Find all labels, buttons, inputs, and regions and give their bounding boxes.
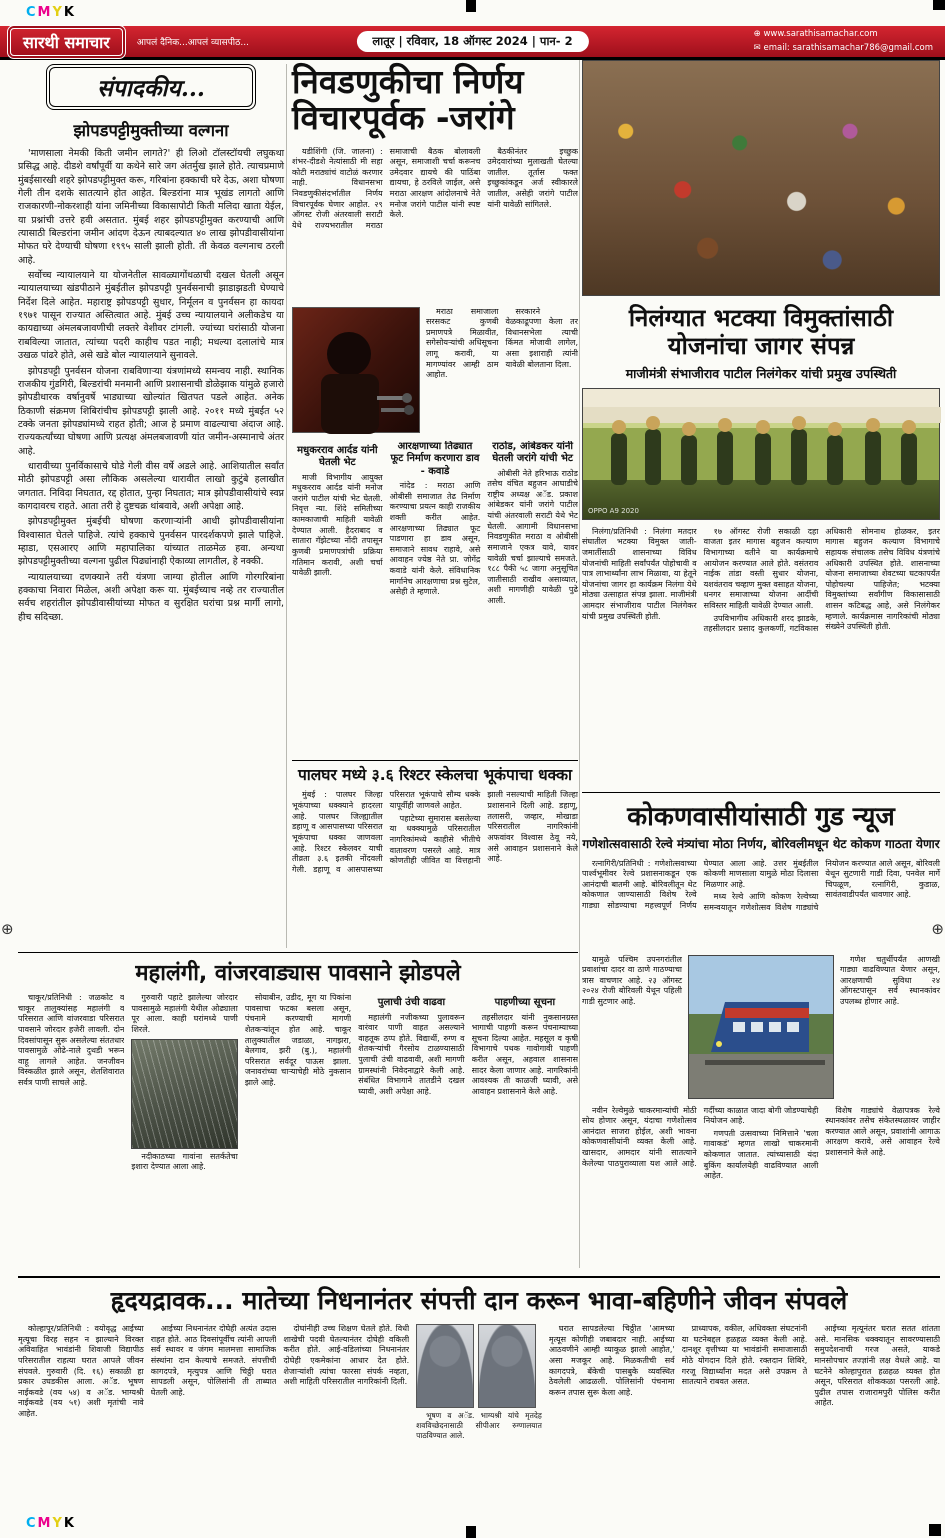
mahalangi-col4 (358, 993, 464, 1265)
article-paragraph: ओबीसी नेते हरिभाऊ राठोड तसेच वंचित बहुजन आघाडीचे राष्ट्रीय अध्यक्ष अॅड. प्रकाश आंबेडकर यांनी जरांगे पाटील यांची अंतरवाली सराटी येथे भेट घेतली. आगामी विधानसभा निवडणुकीत मराठा व ओबीसी समाजाने एकत्र यावे, यावर यावेळी चर्चा झाल्याचे समजते. १८८ पैकी ५८ जागा अनुसूचित जातीसाठी राखीव असाव्यात, अशी मागणीही यावेळी पुढे आली. (487, 468, 578, 606)
article-paragraph: नवीन रेल्वेमुळे चाकरमान्यांची मोठी सोय होणार असून, यंदाचा गणेशोत्सव आनंदात साजरा होईल, अशी भावना कोकणवासीयांनी व्यक्त केली आहे. खासदार, आमदार यांनी सातत्याने केलेल्या पाठपुराव्याला यश आले आहे. गर्दीच्या काळात जादा बोगी जोडण्याचेही नियोजन आहे. (582, 1105, 819, 1168)
mahalangi-col2 (131, 993, 237, 1265)
article-paragraph: सरकारने वेळकाढूपणा केला तर विधानसभेला त्याची किंमत मोजावी लागेल, असा इशाराही त्यांनी यावेळी बोलताना दिला. (505, 306, 578, 369)
registration-mark-right: ⊕ (931, 920, 944, 938)
crosshead: पुलाची उंची वाढवा (377, 997, 446, 1008)
article-paragraph: मुंबई : पालघर जिल्हा भूकंपाच्या धक्क्याने हादरला आहे. पालघर जिल्ह्यातील डहाणू व आसपासच्या परिसरात भूकंपाचा धक्का जाणवला आहे. रिश्टर स्केलवर याची तीव्रता ३.६ इतकी नोंदवली गेली. डहाणू व आसपासच्या परिसरात भूकंपाचे सौम्य धक्के यापूर्वीही जाणवले आहेत. (292, 790, 481, 874)
article-paragraph: दोघांनीही उच्च शिक्षण घेतले होते. विधी शाखेची पदवी घेतल्यानंतर दोघेही वकिली करीत होते. आई-वडिलांच्या निधनानंतर दोघेही एकमेकांना आधार देत होते. शेजाऱ्यांशी त्यांचा फारसा संपर्क नव्हता, अशी माहिती परिसरातील नागरिकांनी दिली. (283, 1324, 410, 1387)
mahalangi-headline: महालंगी, वांजरवाड्यास पावसाने झोडपले (135, 961, 461, 986)
crosshead: मधुकरराव आर्दड यांनी घेतली भेट (297, 444, 378, 469)
speaker-silhouette (293, 308, 421, 434)
globe-icon: ⊕ (753, 28, 761, 39)
article-paragraph: गणेश चतुर्थीपर्यंत आणखी गाड्या वाढविण्यात येणार असून, आरक्षणाची सुविधा २४ ऑगस्टपासून सर्व स्थानकांवर उपलब्ध होणार आहे. (840, 954, 940, 1007)
konkan-headline: कोकणवासीयांसाठी गुड न्यूज (627, 802, 895, 832)
email-icon: ✉ (753, 42, 761, 53)
bottom-article (18, 1276, 940, 1516)
cmyk-k: K (63, 5, 76, 20)
palghar-article (292, 760, 578, 922)
column-rule-right (579, 60, 580, 1268)
article-paragraph: मध्य रेल्वे आणि कोकण रेल्वेच्या समन्वयातून गणेशोत्सव विशेष गाड्यांचे नियोजन करण्यात आले असून, बोरिवली येथून सुटणारी गाडी दिवा, पनवेल मार्गे चिपळूण, रत्नागिरी, कुडाळ, सावंतवाडीपर्यंत धावणार आहे. (703, 858, 940, 913)
masthead-website: www.sarathisamachar.com (763, 28, 878, 39)
main-article (292, 64, 578, 756)
article-paragraph: तहसीलदार यांनी नुकसानग्रस्त भागाची पाहणी करून पंचनाम्याच्या सूचना दिल्या आहेत. महसूल व कृषी विभागाचे पथक गावोगावी पाहणी करीत असून, अहवाल शासनास सादर केला जाणार आहे. नागरिकांनी आवश्यक ती काळजी घ्यावी, असे आवाहन प्रशासनाने केले आहे. (471, 1012, 579, 1096)
article-paragraph: बैठकीनंतर इच्छुक उमेदवारांच्या मुलाखती घेतल्या जातील. तूर्तास फक्त इच्छुकांकडून अर्ज स्वीकारले जातील, असेही जरांगे पाटील यांनी यावेळी सांगितले. (487, 146, 578, 209)
article-paragraph: सोयाबीन, उडीद, मूग या पिकांना पावसाचा फटका बसला असून, पंचनामे करण्याची मागणी शेतकऱ्यांतून होत आहे. चाकूर तालुक्यातील जडाळा, नागझरा, बेलगाव, झरी (बु.), महालंगी परिसरात सर्वदूर पाऊस झाला. जनावरांच्या चाऱ्याचेही मोठे नुकसान झाले आहे. (244, 993, 352, 1087)
article-paragraph: आईच्या मृत्यूनंतर घरात सतत शांतता असे. मानसिक धक्क्यातून सावरण्यासाठी समुपदेशनाची गरज असते, याकडे मानसोपचार तज्ज्ञांनी लक्ष वेधले आहे. या घटनेने कोल्हापुरात हळहळ व्यक्त होत असून, परिसरात शोककळा पसरली आहे. पुढील तपास राजारामपुरी पोलिस करीत आहेत. (814, 1324, 941, 1408)
crowd-photo (582, 60, 940, 296)
editorial-label: संपादकीय... (49, 67, 253, 107)
cmyk-k: K (63, 1516, 76, 1531)
bottom-col1 (18, 1324, 144, 1516)
mahalangi-col3 (245, 993, 351, 1265)
masthead-contact (754, 28, 933, 55)
cmyk-y: Y (52, 5, 64, 20)
main-article-lead (292, 147, 578, 303)
editorial-section (18, 64, 284, 948)
main-article-photo-row (292, 307, 578, 435)
article-paragraph: माजी विभागीय आयुक्त मधुकरराव आर्दड यांनी मनोज जरांगे पाटील यांची भेट घेतली. निवृत्त न्या. शिंदे समितीच्या कामकाजाची माहिती यावेळी देण्यात आली. हैदराबाद व सातारा गॅझेटच्या नोंदी तपासून कुणबी प्रमाणपत्रांची प्रक्रिया गतिमान करावी, अशी चर्चा यावेळी झाली. (292, 472, 383, 578)
konkan-continued (582, 1106, 940, 1272)
editorial-paragraph: न्यायालयाच्या दणक्याने तरी यंत्रणा जाग्या होतील आणि गोरगरिबांना हक्काचा निवारा मिळेल, अशी अपेक्षा करू या. मुंबईच्याच नव्हे तर राज्यातील सर्वच शहरांतील झोपडीवासीयांच्या मोफत व सुरक्षित घरांचा प्रश्न मार्गी लागो, हीच सदिच्छा. (18, 571, 284, 623)
nilanga-headline (582, 304, 940, 361)
article-paragraph: घरात सापडलेल्या चिठ्ठीत 'आमच्या मृत्यूस कोणीही जबाबदार नाही. आईच्या आठवणीने आम्ही व्याकूळ झालो आहोत,' असा मजकूर आहे. मिळकतीची सर्व कागदपत्रे, बँकेची पासबुके व्यवस्थित ठेवलेली आढळली. पोलिसांनी पंचनामा करून तपास सुरू केला आहे. (548, 1324, 675, 1397)
editorial-paragraph: 'माणसाला नेमकी किती जमीन लागते?' ही लिओ टॉलस्टॉयची लघुकथा प्रसिद्ध आहे. दीडशे वर्षांपूर्वी या कथेने सारे जग अंतर्मुख झाले होते. त्याचप्रमाणे मुंबईसारखी शहरे झोपडपट्टीमुक्त करू, गरिबांना हक्काची घरे देऊ, अशा घोषणा गेली तीन दशके सातत्याने होत आहेत. बिल्डरांना मात्र भूखंड लागतो आणि राजकारणी-नोकरशाही यांना जमिनीच्या विकासापोटी किती मलिदा खाता येईल, या प्रश्नांची उत्तरे हवी असतात. मुंबई शहर झोपडपट्टीमुक्त करण्याची आणि त्यासाठी बिल्डरांना जमीन आंदण देऊन त्याबदल्यात ४० लाख झोपडीवासीयांना मोफत घरे देण्याची घोषणा १९९५ साली झाली होती. ती केवळ वल्गनाच ठरली आहे. (18, 148, 284, 266)
main-article-continued (292, 441, 578, 731)
cmyk-c: C (26, 1516, 38, 1531)
manoj-jarange-photo (292, 307, 420, 433)
article-paragraph: गुरुवारी पहाटे झालेल्या जोरदार पावसामुळे महालंगी येथील ओढ्याला पूर आला. काही घरांमध्ये पाणी शिरले. (131, 993, 238, 1034)
nilanga-body (582, 527, 940, 773)
masthead-email: email: sarathisamachar786@gmail.com (763, 42, 933, 53)
crosshead: राठोड, आंबेडकर यांनी घेतली जरांगे यांची भेट (492, 440, 574, 465)
rain-photo (131, 1039, 237, 1149)
bottom-col5 (549, 1324, 675, 1516)
article-paragraph: नदीकाठच्या गावांना सतर्कतेचा इशारा देण्यात आला आहे. (131, 1151, 238, 1172)
masthead-tagline: आपलं दैनिक...आपलं व्यासपीठ... (136, 38, 249, 48)
stage-photo (582, 388, 940, 520)
crosshead: आरक्षणाच्या तिढ्यात फूट निर्माण करणारा डाव - कवाडे (390, 440, 480, 477)
bottom-col7 (814, 1324, 940, 1516)
cmyk-mark-bottom (26, 1516, 76, 1531)
stage-figures (583, 389, 941, 521)
editorial-paragraph: झोपडपट्टीमुक्त मुंबईची घोषणा करणाऱ्यांनी आधी झोपडीवासीयांना विश्वासात घेतले पाहिजे. त्यांचे हक्काचे पुनर्वसन पारदर्शकपणे झाले पाहिजे. म्हाडा, एसआरए आणि महापालिका यांच्यात ताळमेळ हवा. अन्यथा झोपडपट्टीमुक्तीच्या वल्गना पुढील पिढ्यांनाही ऐकाव्या लागतील, हे नक्की. (18, 516, 284, 568)
konkan-article (582, 792, 940, 1272)
palghar-headline: पालघर मध्ये ३.६ रिश्टर स्केलचा भूकंपाचा धक्का (297, 766, 573, 784)
main-article-beside-photo (426, 307, 578, 435)
editorial-body (18, 147, 284, 624)
article-paragraph: कोल्हापूर/प्रतिनिधी : वयोवृद्ध आईच्या मृत्यूचा विरह सहन न झाल्याने विरक्त अविवाहित भावंडांनी शिवाजी विद्यापीठ परिसरातील राहत्या घरात आपले जीवन संपवले. गुरुवारी (दि. १६) सकाळी हा प्रकार उघडकीस आला. अॅड. भूषण नाईकवडे (वय ५४) व अॅड. भाग्यश्री नाईकवडे (वय ५१) अशी मृतांची नावे आहेत. (18, 1324, 144, 1418)
main-headline: निवडणुकीचा निर्णय विचारपूर्वक -जरांगे (292, 62, 524, 138)
photo-caption: भूषण व अॅड. भाग्यश्री यांचे मृतदेह शवविच्छेदनासाठी सीपीआर रुग्णालयात पाठविण्यात आले. (416, 1411, 542, 1440)
photo-watermark: OPPO A9 2020 (588, 506, 639, 515)
victim-portraits (416, 1324, 542, 1408)
article-paragraph: उपविभागीय अधिकारी शरद झाडके, तहसीलदार प्रसाद कुलकर्णी, गटविकास अधिकारी सोमनाथ होळकर, इतर मागास बहुजन कल्याण विभागाचे सहायक संचालक तसेच विविध यंत्रणांचे अधिकारी उपस्थित होते. शासनाच्या योजना समाजाच्या शेवटच्या घटकापर्यंत पोहोचल्या पाहिजेत; भटक्या विमुक्तांच्या सर्वांगीण विकासासाठी शासन कटिबद्ध आहे, असे निलंगेकर म्हणाले. कार्यक्रमास नागरिकांची मोठ्या संख्येने उपस्थिती होती. (703, 526, 940, 634)
article-paragraph: चाकूर/प्रतिनिधी : जळकोट व चाकूर तालुक्यांसह महालंगी व परिसरात आणि वांजरवाडा परिसरात पावसाने जोरदार हजेरी लावली. दोन दिवसांपासून सुरू असलेल्या संततधार पावसामुळे ओढे-नाले दुथडी भरून वाहू लागले आहेत. जनजीवन विस्कळीत झाले असून, शेतशिवारात सर्वत्र पाणी साचले आहे. (18, 993, 125, 1087)
registration-bar-top-center (466, 0, 476, 12)
editorial-frame (46, 64, 256, 110)
cmyk-m: M (37, 5, 53, 20)
article-paragraph: आईच्या निधनानंतर दोघेही अत्यंत उदास राहत होते. आठ दिवसांपूर्वीच त्यांनी आपली सर्व स्थावर व जंगम मालमत्ता सामाजिक संस्थांना दान केल्याचे समजते. संपत्तीची कागदपत्रे, मृत्युपत्र आणि चिठ्ठी घरात सापडली असून, पोलिसांनी ती ताब्यात घेतली आहे. (150, 1324, 277, 1397)
editorial-paragraph: धारावीच्या पुनर्विकासाचे घोडे गेली वीस वर्षे अडले आहे. आशियातील सर्वांत मोठी झोपडपट्टी असा लौकिक असलेल्या धारावीत लाखो कुटुंबे हलाखीत जगतात. निविदा निघतात, रद्द होतात, पुन्हा निघतात; मात्र झोपडीवासीयांचे स्वप्न कागदावरच राहते. आता तरी हे दुष्टचक्र थांबवावे, अशी अपेक्षा आहे. (18, 460, 284, 512)
nilanga-article (582, 60, 940, 773)
bottom-col6 (682, 1324, 808, 1516)
mahalangi-col1 (18, 993, 124, 1265)
article-paragraph: निलंगा/प्रतिनिधी : निलंगा मतदार संघातील भटक्या विमुक्त जाती-जमातींसाठी शासनाच्या विविध योजनांची माहिती सर्वांपर्यंत पोहोचावी व पात्र लाभार्थ्यांना लाभ मिळावा, या हेतूने योजनांचा जागर हा कार्यक्रम निलंगा येथे मोठ्या उत्साहात संपन्न झाला. माजीमंत्री आमदार संभाजीराव पाटील निलंगेकर यांची प्रमुख उपस्थिती होती. (582, 526, 697, 621)
article-paragraph: यामुळे पश्चिम उपनगरांतील प्रवाशांचा दादर वा ठाणे गाठण्याचा त्रास वाचणार आहे. २३ ऑगस्ट २०२४ रोजी बोरिवली येथून पहिली गाडी सुटणार आहे. (582, 954, 682, 1007)
bottom-body (18, 1324, 940, 1516)
registration-mark-left: ⊕ (1, 920, 14, 938)
konkan-beside-left (582, 955, 682, 1101)
column-rule-left (286, 64, 287, 948)
bottom-col3 (283, 1324, 409, 1516)
cmyk-mark-top (26, 5, 76, 20)
nilanga-headline-line1: निलंग्यात भटक्या विमुक्तांसाठी (628, 304, 894, 332)
train-illustration (689, 956, 833, 1098)
nilanga-headline-line2: योजनांचा जागर संपन्न (667, 332, 855, 361)
masthead (0, 26, 945, 60)
bottom-col2 (151, 1324, 277, 1516)
dateline: लातूर | रविवार, 18 ऑगस्ट 2024 | पान- 2 (356, 31, 588, 52)
article-paragraph: प्राध्यापक, वकील, अधिवक्ता संघटनांनी या घटनेबद्दल हळहळ व्यक्त केली आहे. दानशूर वृत्तीच्या या भावंडांनी समाजासाठी मोठे योगदान दिले होते. रक्तदान शिबिरे, गरजू विद्यार्थ्यांना मदत असे उपक्रम ते सातत्याने राबवत असत. (681, 1324, 808, 1387)
cmyk-c: C (26, 5, 38, 20)
article-paragraph: नांदेड : मराठा आणि ओबीसी समाजात तेढ निर्माण करण्याचा प्रयत्न काही राजकीय शक्ती करीत आहेत. आरक्षणाच्या तिढ्यात फूट पाडणारा हा डाव असून, समाजाने सावध राहावे, असे आवाहन ज्येष्ठ नेते प्रा. जोगेंद्र कवाडे यांनी केले. संविधानिक मार्गानेच आरक्षणाचा प्रश्न सुटेल, असेही ते म्हणाले. (389, 481, 481, 597)
article-paragraph: १७ ऑगस्ट रोजी सकाळी दहा वाजता इतर मागास बहुजन कल्याण विभागाच्या वतीने या कार्यक्रमाचे आयोजन करण्यात आले होते. वसंतराव नाईक तांडा वस्ती सुधार योजना, यशवंतराव चव्हाण मुक्त वसाहत योजना, धनगर समाजाच्या योजना आदींची सविस्तर माहिती यावेळी देण्यात आली. (703, 526, 819, 610)
bottom-headline: हृदयद्रावक... मातेच्या निधनानंतर संपत्ती दान करून भावा-बहिणीने जीवन संपवले (110, 1286, 848, 1315)
konkan-subhead: गणेशोत्सवासाठी रेल्वे मंत्र्यांचा मोठा निर्णय, बोरिवलीमधून थेट कोकण गाठता येणार (582, 837, 940, 851)
mahalangi-article (18, 952, 578, 1265)
registration-bar-bottom-center (466, 1526, 476, 1538)
registration-bar-top-right (933, 0, 945, 10)
cmyk-y: Y (52, 1516, 64, 1531)
bottom-col4 (416, 1324, 542, 1516)
article-paragraph: रत्नागिरी/प्रतिनिधी : गणेशोत्सवाच्या पार्श्वभूमीवर रेल्वे प्रशासनाकडून एक आनंदाची बातमी आहे. बोरिवलीतून थेट कोकणात जाण्यासाठी विशेष रेल्वे गाड्या सोडण्याचा महत्त्वपूर्ण निर्णय घेण्यात आला आहे. उत्तर मुंबईतील कोकणी माणसाला यामुळे मोठा दिलासा मिळणार आहे. (582, 858, 819, 911)
article-paragraph: यडीशिंगी (जि. जालना) : शंभर-दीडशे नेत्यांसाठी मी सहा कोटी मराठ्यांचं वाटोळं करणार नाही. विधानसभा निवडणुकीसंदर्भातील निर्णय विचारपूर्वक घेणार आहोत. २९ ऑगस्ट रोजी अंतरवाली सराटी येथे राज्यभरातील मराठा समाजाची बैठक बोलावली असून, समाजाशी चर्चा करूनच उमेदवार द्यायचे की पाठिंबा द्यायचा, हे ठरविले जाईल, असे मराठा आरक्षण आंदोलनाचे नेते मनोज जरांगे पाटील यांनी स्पष्ट केले. (292, 146, 481, 230)
konkan-lead (582, 859, 940, 951)
registration-bar-bottom-right (929, 1524, 941, 1536)
mahalangi-col5 (472, 993, 578, 1265)
portrait-photo-1 (416, 1324, 474, 1408)
article-paragraph: विशेष गाड्यांचे वेळापत्रक रेल्वे स्थानकांवर तसेच संकेतस्थळावर जाहीर करण्यात आले असून, प्रवाशांनी आगाऊ आरक्षण करावे, असे आवाहन रेल्वे प्रशासनाने केले आहे. (825, 1105, 940, 1158)
konkan-photo-row (582, 955, 940, 1101)
article-paragraph: मराठा समाजाला सरसकट कुणबी प्रमाणपत्रे मिळावीत, सगेसोयऱ्यांची अधिसूचना लागू करावी, या मागण्यांवर आम्ही ठाम आहोत. (426, 306, 499, 380)
article-paragraph: पहाटेच्या सुमारास बसलेल्या या धक्क्यामुळे परिसरातील नागरिकांमध्ये काहीसे भीतीचे वातावरण पसरले आहे. मात्र कोणतीही जीवित वा वित्तहानी झाली नसल्याची माहिती जिल्हा प्रशासनाने दिली आहे. डहाणू, तलासरी, जव्हार, मोखाडा परिसरातील नागरिकांनी अफवांवर विश्वास ठेवू नये, असे आवाहन प्रशासनाने केले आहे. (389, 790, 578, 866)
portrait-photo-2 (478, 1324, 536, 1408)
editorial-headline: झोपडपट्टीमुक्तीच्या वल्गना (73, 121, 229, 140)
cmyk-m: M (37, 1516, 53, 1531)
editorial-paragraph: सर्वोच्च न्यायालयाने या योजनेतील सावळ्यागोंधळाची दखल घेतली असून न्यायालयाच्या खंडपीठाने मुंबईतील झोपडपट्टी पुनर्वसनाची झाडाझडती घेण्याचे निर्देश दिले आहेत. महाराष्ट्र झोपडपट्टी सुधार, निर्मूलन व पुनर्वसन हा कायदा १९७१ पासून राज्यात अस्तित्वात आहे. मुंबई उच्च न्यायालयाने अलीकडेच या कायद्याच्या अंमलबजावणीची लक्तरे वेशीवर टांगली. ज्यांच्या घरांसाठी योजना राबविल्या जातात, त्यांच्या पदरी काहीच पडत नाही; मधल्या दलालांचे मात्र उखळ पांढरे होते, असे खडे बोल न्यायालयाने सुनावले. (18, 270, 284, 362)
nilanga-subhead: माजीमंत्री संभाजीराव पाटील निलंगेकर यांची प्रमुख उपस्थिती (625, 365, 897, 381)
konkan-beside-right (840, 955, 940, 1101)
editorial-paragraph: झोपडपट्टी पुनर्वसन योजना राबविणाऱ्या यंत्रणांमध्ये समन्वय नाही. स्थानिक राजकीय गुंडगिरी, बिल्डरांची मनमानी आणि प्रशासनाची डोळेझाक यांमुळे हजारो झोपडीधारक वर्षानुवर्षे भाड्याच्या खोल्यांत खितपत पडले आहेत. अनेक ठिकाणी संक्रमण शिबिरांचीच झोपडपट्टी झाली आहे. २०११ मध्ये मुंबईत ५२ टक्के जनता झोपड्यांमध्ये राहत होती; आज हे प्रमाण वाढल्याचा अंदाज आहे. राज्यकर्त्यांच्या घोषणा आणि प्रत्यक्ष अंमलबजावणी यांत जमीन-अस्मानाचे अंतर आहे. (18, 365, 284, 457)
palghar-body (292, 790, 578, 922)
article-paragraph: गणपती उत्सवाच्या निमित्ताने 'चला गावाकडं' म्हणत लाखो चाकरमानी कोकणात जातात. त्यांच्यासाठी यंदा बुकिंग कार्यालयेही वाढविण्यात आली आहेत. (703, 1128, 819, 1181)
crosshead: पाहणीच्या सूचना (494, 997, 556, 1008)
train-photo (688, 955, 834, 1099)
newspaper-logo: सारथी समाचार (10, 28, 123, 56)
article-paragraph: महालंगी नजीकच्या पुलावरून वारंवार पाणी वाहत असल्याने वाहतूक ठप्प होते. विद्यार्थी, रुग्ण व शेतकऱ्यांची गैरसोय टाळण्यासाठी पुलाची उंची वाढवावी, अशी मागणी ग्रामस्थांनी निवेदनाद्वारे केली आहे. संबंधित विभागाने तातडीने दखल घ्यावी, अशी अपेक्षा आहे. (358, 1012, 465, 1096)
mahalangi-body (18, 993, 578, 1265)
